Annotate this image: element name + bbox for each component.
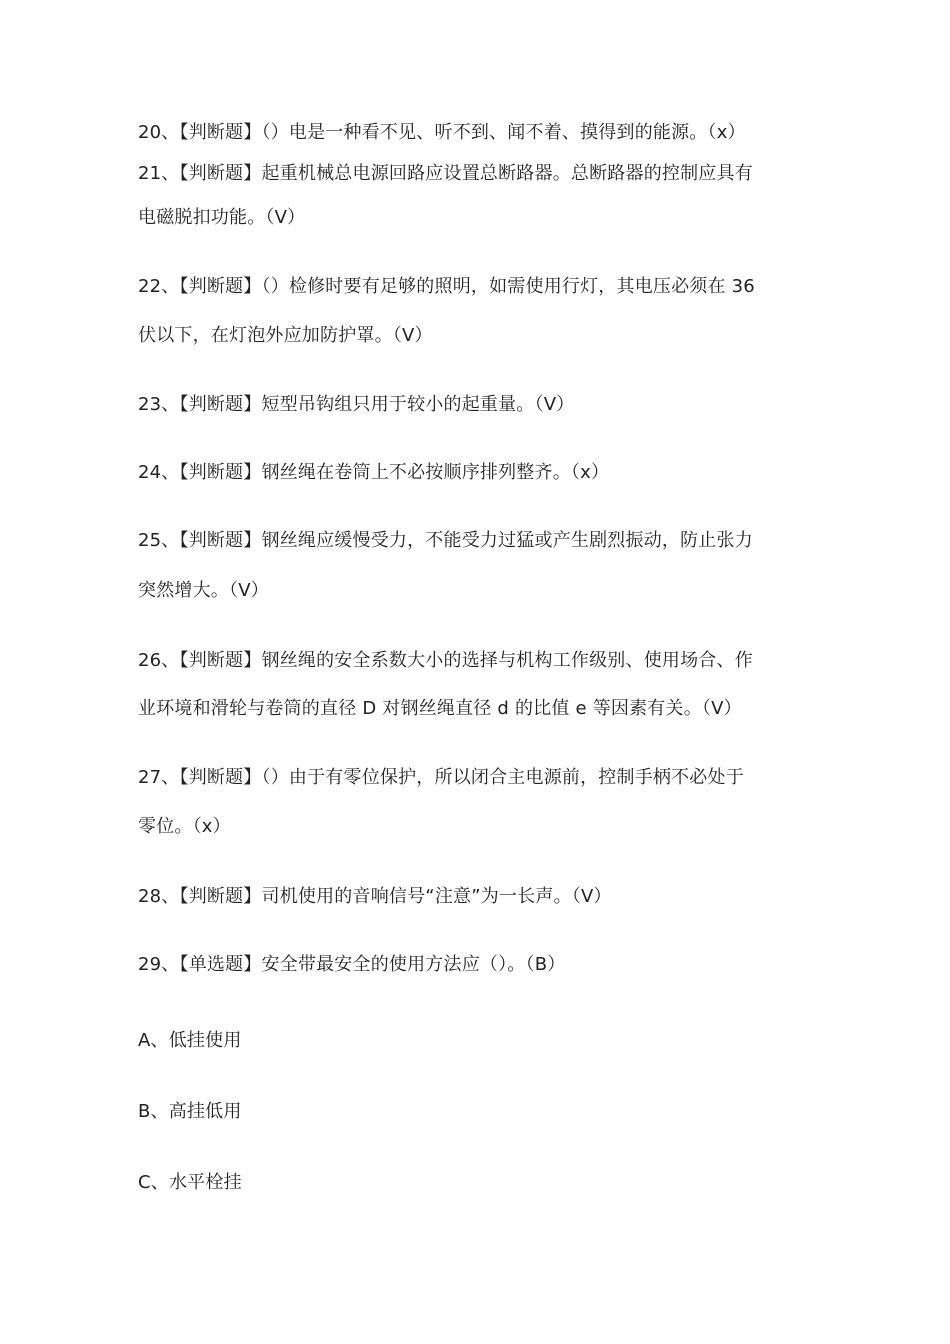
option-a: A、低挂使用 (138, 1030, 242, 1051)
question-20: 20、【判断题】（）电是一种看不见、听不到、闻不着、摸得到的能源。（x） (138, 122, 746, 143)
question-26-cont: 业环境和滑轮与卷筒的直径 D 对钢丝绳直径 d 的比值 e 等因素有关。（V） (138, 698, 742, 719)
question-29: 29、【单选题】安全带最安全的使用方法应（）。（B） (138, 954, 566, 975)
question-26: 26、【判断题】钢丝绳的安全系数大小的选择与机构工作级别、使用场合、作 (138, 650, 753, 671)
question-27-cont: 零位。（x） (138, 816, 231, 837)
question-28: 28、【判断题】司机使用的音响信号“注意”为一长声。（V） (138, 886, 612, 907)
question-24: 24、【判断题】钢丝绳在卷筒上不必按顺序排列整齐。（x） (138, 462, 610, 483)
option-c: C、水平栓挂 (138, 1172, 242, 1193)
question-25-cont: 突然增大。（V） (138, 580, 269, 601)
question-21: 21、【判断题】起重机械总电源回路应设置总断路器。总断路器的控制应具有 (138, 163, 753, 184)
question-23: 23、【判断题】短型吊钩组只用于较小的起重量。（V） (138, 394, 575, 415)
question-22: 22、【判断题】（）检修时要有足够的照明，如需使用行灯，其电压必须在 36 (138, 276, 755, 297)
question-22-cont: 伏以下，在灯泡外应加防护罩。（V） (138, 325, 433, 346)
question-27: 27、【判断题】（）由于有零位保护，所以闭合主电源前，控制手柄不必处于 (138, 767, 744, 788)
question-25: 25、【判断题】钢丝绳应缓慢受力，不能受力过猛或产生剧烈振动，防止张力 (138, 530, 753, 551)
option-b: B、高挂低用 (138, 1101, 242, 1122)
question-21-cont: 电磁脱扣功能。（V） (138, 207, 306, 228)
